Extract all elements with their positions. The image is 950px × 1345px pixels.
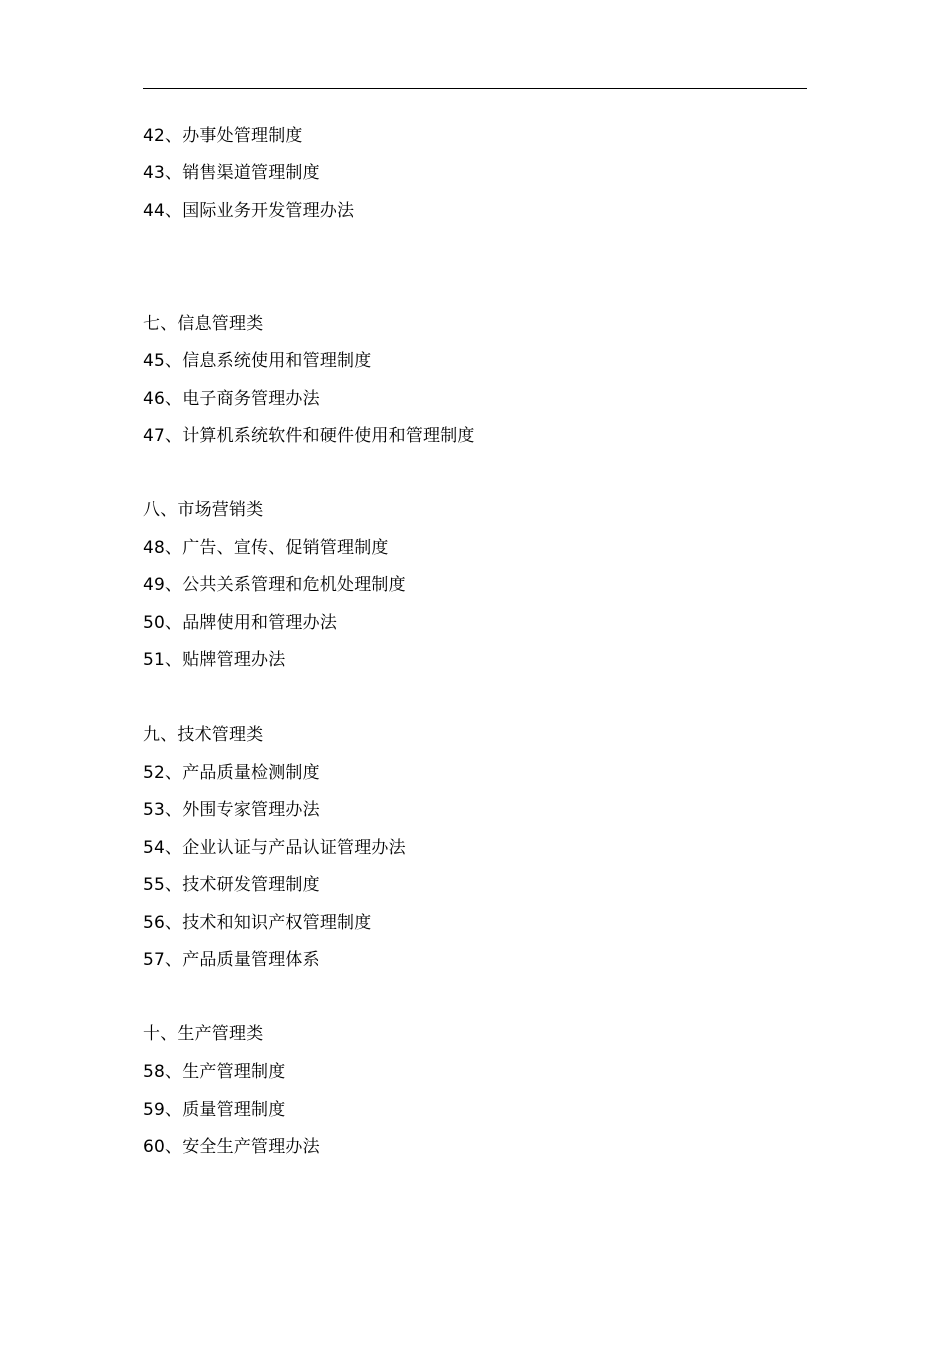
list-item: 44、国际业务开发管理办法	[143, 201, 355, 221]
list-item: 54、企业认证与产品认证管理办法	[143, 838, 406, 858]
list-item: 57、产品质量管理体系	[143, 950, 320, 970]
list-item: 53、外围专家管理办法	[143, 800, 320, 820]
section-heading: 十、生产管理类	[143, 1024, 264, 1044]
list-item: 55、技术研发管理制度	[143, 875, 320, 895]
list-item: 48、广告、宣传、促销管理制度	[143, 538, 389, 558]
section-heading: 七、信息管理类	[143, 314, 264, 334]
list-item: 42、办事处管理制度	[143, 126, 303, 146]
list-item: 58、生产管理制度	[143, 1062, 286, 1082]
list-item: 60、安全生产管理办法	[143, 1137, 320, 1157]
list-item: 43、销售渠道管理制度	[143, 163, 320, 183]
section-heading: 九、技术管理类	[143, 725, 264, 745]
list-item: 46、电子商务管理办法	[143, 389, 320, 409]
list-item: 51、贴牌管理办法	[143, 650, 286, 670]
section-heading: 八、市场营销类	[143, 500, 264, 520]
list-item: 52、产品质量检测制度	[143, 763, 320, 783]
list-item: 49、公共关系管理和危机处理制度	[143, 575, 406, 595]
list-item: 59、质量管理制度	[143, 1100, 286, 1120]
list-item: 47、计算机系统软件和硬件使用和管理制度	[143, 426, 475, 446]
header-rule	[143, 88, 807, 89]
list-item: 56、技术和知识产权管理制度	[143, 913, 372, 933]
list-item: 50、品牌使用和管理办法	[143, 613, 338, 633]
list-item: 45、信息系统使用和管理制度	[143, 351, 372, 371]
